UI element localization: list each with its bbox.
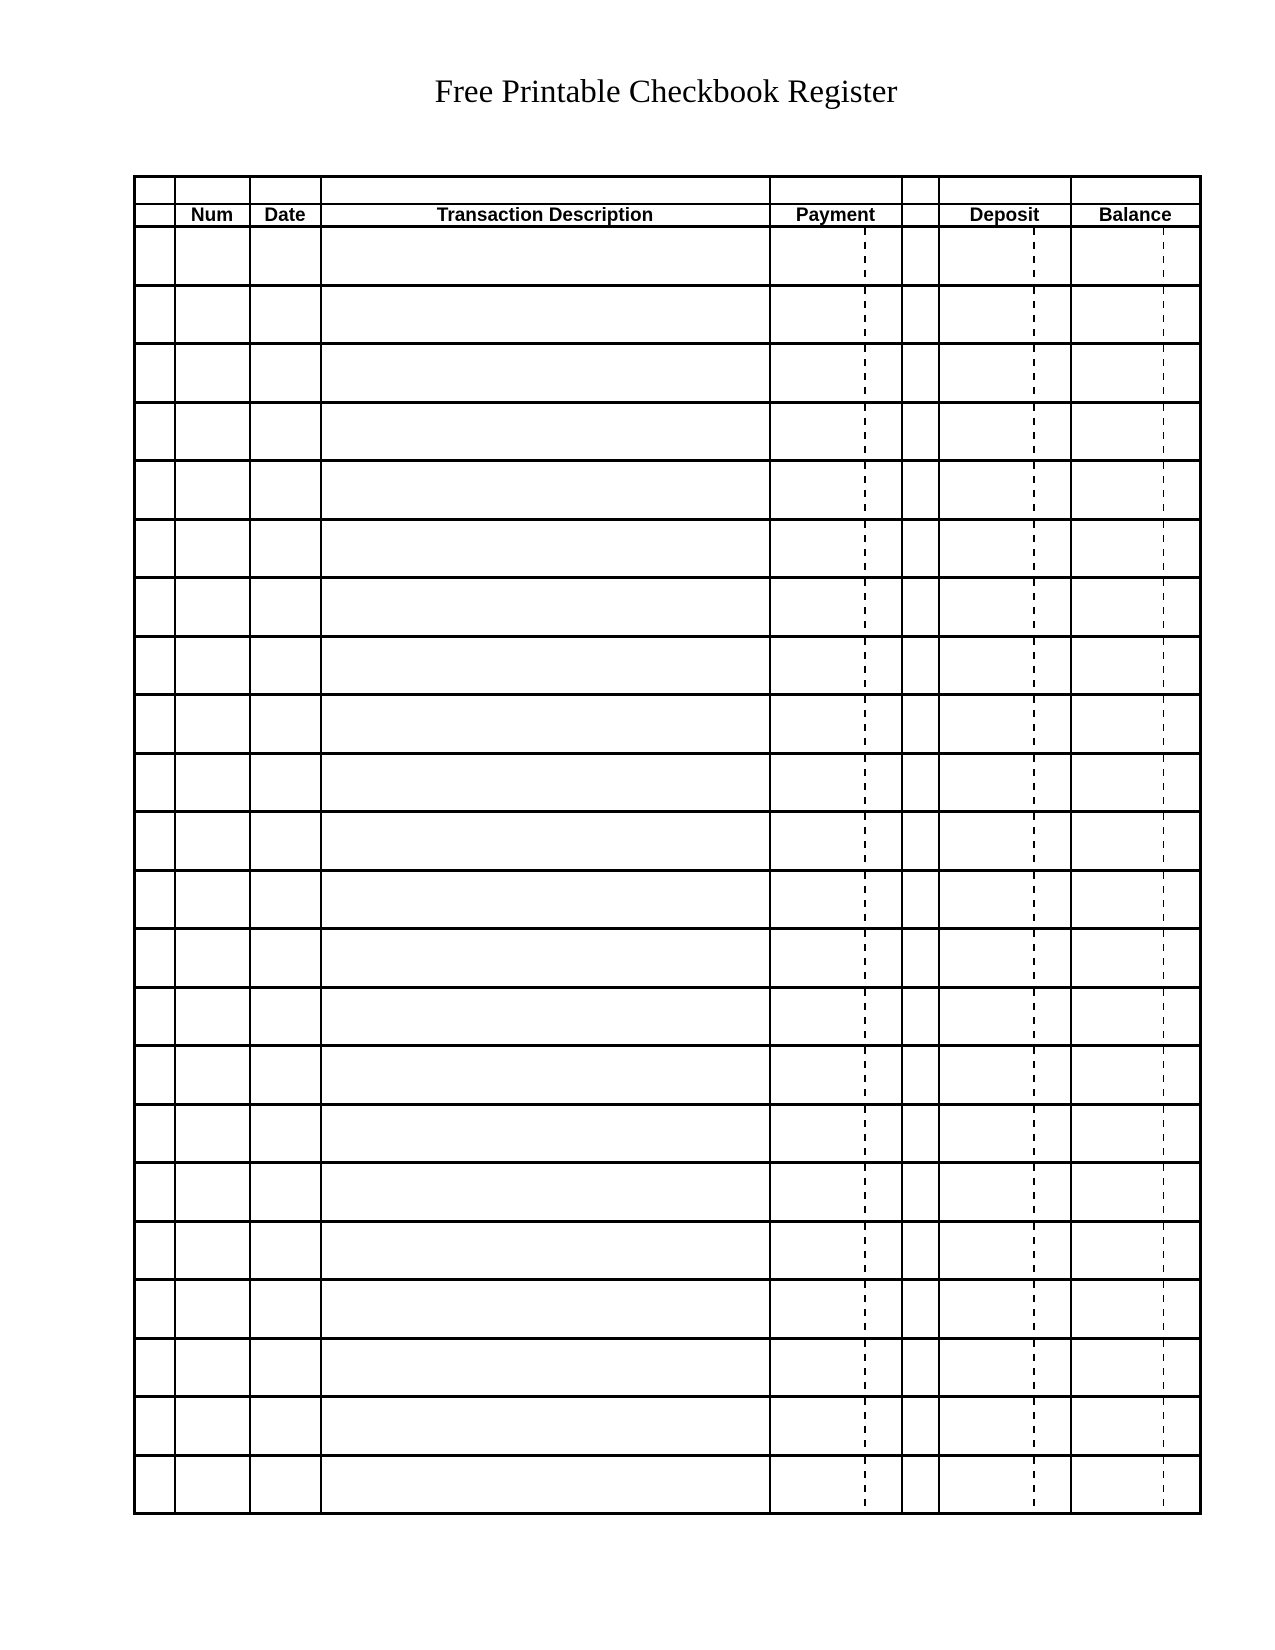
balance-cents-divider-line	[1163, 813, 1165, 869]
cell-margin	[135, 1221, 175, 1280]
cell-date	[250, 461, 321, 520]
cell-margin	[135, 1046, 175, 1105]
cell-balance	[1071, 987, 1201, 1046]
cell-check	[902, 870, 939, 929]
cell-date	[250, 987, 321, 1046]
cell-payment	[770, 870, 902, 929]
payment-cents-divider-line	[864, 521, 866, 577]
spacer-cell-balance	[1071, 177, 1201, 205]
cell-balance	[1071, 1397, 1201, 1456]
cell-deposit	[939, 1104, 1071, 1163]
cell-payment	[770, 1046, 902, 1105]
payment-cents-divider-line	[864, 345, 866, 401]
cell-num	[175, 870, 250, 929]
cell-balance	[1071, 402, 1201, 461]
header-balance: Balance	[1071, 204, 1201, 227]
cell-date	[250, 578, 321, 637]
cell-margin	[135, 695, 175, 754]
deposit-cents-divider-line	[1033, 1281, 1035, 1337]
cell-date	[250, 870, 321, 929]
cell-margin	[135, 987, 175, 1046]
cell-balance	[1071, 285, 1201, 344]
spacer-cell-payment	[770, 177, 902, 205]
cell-payment	[770, 519, 902, 578]
cell-date	[250, 519, 321, 578]
register-row	[135, 929, 1201, 988]
cell-num	[175, 753, 250, 812]
cell-date	[250, 344, 321, 403]
register-row	[135, 285, 1201, 344]
cell-description	[321, 578, 770, 637]
cell-num	[175, 1104, 250, 1163]
deposit-cents-divider-line	[1033, 1340, 1035, 1396]
cell-payment	[770, 1280, 902, 1339]
balance-cents-divider-line	[1163, 1106, 1165, 1162]
deposit-cents-divider-line	[1033, 1223, 1035, 1279]
balance-cents-divider-line	[1163, 755, 1165, 811]
spacer-cell-num	[175, 177, 250, 205]
cell-check	[902, 1455, 939, 1514]
cell-date	[250, 1338, 321, 1397]
cell-num	[175, 1397, 250, 1456]
cell-description	[321, 1338, 770, 1397]
cell-date	[250, 753, 321, 812]
balance-cents-divider-line	[1163, 1457, 1165, 1513]
cell-deposit	[939, 578, 1071, 637]
cell-check	[902, 1104, 939, 1163]
payment-cents-divider-line	[864, 755, 866, 811]
cell-payment	[770, 461, 902, 520]
register-row	[135, 987, 1201, 1046]
cell-check	[902, 519, 939, 578]
cell-deposit	[939, 753, 1071, 812]
header-deposit: Deposit	[939, 204, 1071, 227]
cell-deposit	[939, 519, 1071, 578]
cell-deposit	[939, 227, 1071, 286]
cell-payment	[770, 753, 902, 812]
payment-cents-divider-line	[864, 1047, 866, 1103]
cell-deposit	[939, 1280, 1071, 1339]
cell-balance	[1071, 812, 1201, 871]
balance-cents-divider-line	[1163, 287, 1165, 343]
cell-description	[321, 929, 770, 988]
cell-balance	[1071, 1046, 1201, 1105]
cell-margin	[135, 285, 175, 344]
cell-date	[250, 1397, 321, 1456]
cell-description	[321, 1163, 770, 1222]
cell-num	[175, 1221, 250, 1280]
cell-description	[321, 870, 770, 929]
cell-description	[321, 227, 770, 286]
cell-payment	[770, 1338, 902, 1397]
cell-margin	[135, 461, 175, 520]
cell-deposit	[939, 1338, 1071, 1397]
cell-payment	[770, 227, 902, 286]
cell-num	[175, 344, 250, 403]
checkbook-register-table	[133, 175, 1202, 1515]
deposit-cents-divider-line	[1033, 462, 1035, 518]
balance-cents-divider-line	[1163, 696, 1165, 752]
register-row	[135, 578, 1201, 637]
register-row	[135, 1221, 1201, 1280]
cell-margin	[135, 1163, 175, 1222]
cell-payment	[770, 1221, 902, 1280]
deposit-cents-divider-line	[1033, 813, 1035, 869]
cell-deposit	[939, 1046, 1071, 1105]
payment-cents-divider-line	[864, 813, 866, 869]
cell-date	[250, 227, 321, 286]
deposit-cents-divider-line	[1033, 1047, 1035, 1103]
cell-check	[902, 812, 939, 871]
register-row	[135, 402, 1201, 461]
cell-deposit	[939, 812, 1071, 871]
cell-description	[321, 1397, 770, 1456]
cell-payment	[770, 1397, 902, 1456]
cell-payment	[770, 1163, 902, 1222]
cell-num	[175, 1163, 250, 1222]
register-row	[135, 695, 1201, 754]
cell-deposit	[939, 987, 1071, 1046]
cell-check	[902, 929, 939, 988]
payment-cents-divider-line	[864, 1223, 866, 1279]
deposit-cents-divider-line	[1033, 404, 1035, 460]
cell-margin	[135, 1397, 175, 1456]
balance-cents-divider-line	[1163, 521, 1165, 577]
cell-deposit	[939, 461, 1071, 520]
cell-num	[175, 1455, 250, 1514]
balance-cents-divider-line	[1163, 1398, 1165, 1454]
cell-check	[902, 402, 939, 461]
cell-check	[902, 578, 939, 637]
cell-check	[902, 753, 939, 812]
deposit-cents-divider-line	[1033, 1457, 1035, 1513]
register-row	[135, 1338, 1201, 1397]
cell-num	[175, 636, 250, 695]
cell-description	[321, 1455, 770, 1514]
cell-description	[321, 1046, 770, 1105]
payment-cents-divider-line	[864, 404, 866, 460]
header-payment: Payment	[770, 204, 902, 227]
page-title: Free Printable Checkbook Register	[434, 74, 898, 110]
cell-margin	[135, 519, 175, 578]
cell-check	[902, 227, 939, 286]
cell-check	[902, 695, 939, 754]
cell-check	[902, 1221, 939, 1280]
top-spacer-row	[135, 177, 1201, 205]
register-row	[135, 812, 1201, 871]
register-row	[135, 1280, 1201, 1339]
balance-cents-divider-line	[1163, 228, 1165, 284]
cell-deposit	[939, 402, 1071, 461]
cell-balance	[1071, 519, 1201, 578]
payment-cents-divider-line	[864, 1340, 866, 1396]
cell-margin	[135, 1104, 175, 1163]
payment-cents-divider-line	[864, 696, 866, 752]
cell-check	[902, 1397, 939, 1456]
deposit-cents-divider-line	[1033, 989, 1035, 1045]
deposit-cents-divider-line	[1033, 345, 1035, 401]
register-row	[135, 227, 1201, 286]
cell-date	[250, 1163, 321, 1222]
cell-payment	[770, 1455, 902, 1514]
register-row	[135, 870, 1201, 929]
cell-description	[321, 753, 770, 812]
payment-cents-divider-line	[864, 989, 866, 1045]
cell-balance	[1071, 227, 1201, 286]
register-row	[135, 1163, 1201, 1222]
cell-margin	[135, 1455, 175, 1514]
cell-margin	[135, 402, 175, 461]
cell-num	[175, 1338, 250, 1397]
register-row	[135, 1104, 1201, 1163]
payment-cents-divider-line	[864, 579, 866, 635]
cell-balance	[1071, 1163, 1201, 1222]
cell-balance	[1071, 1104, 1201, 1163]
cell-balance	[1071, 870, 1201, 929]
cell-date	[250, 1455, 321, 1514]
cell-payment	[770, 695, 902, 754]
cell-description	[321, 461, 770, 520]
cell-balance	[1071, 1455, 1201, 1514]
balance-cents-divider-line	[1163, 872, 1165, 928]
cell-margin	[135, 344, 175, 403]
spacer-cell-check	[902, 177, 939, 205]
cell-payment	[770, 1104, 902, 1163]
payment-cents-divider-line	[864, 1164, 866, 1220]
cell-num	[175, 227, 250, 286]
payment-cents-divider-line	[864, 1281, 866, 1337]
cell-margin	[135, 636, 175, 695]
payment-cents-divider-line	[864, 228, 866, 284]
register-row	[135, 1397, 1201, 1456]
cell-check	[902, 1280, 939, 1339]
cell-margin	[135, 578, 175, 637]
cell-description	[321, 519, 770, 578]
deposit-cents-divider-line	[1033, 287, 1035, 343]
register-row	[135, 1455, 1201, 1514]
deposit-cents-divider-line	[1033, 638, 1035, 694]
cell-num	[175, 812, 250, 871]
header-num: Num	[175, 204, 250, 227]
balance-cents-divider-line	[1163, 930, 1165, 986]
header-margin	[135, 204, 175, 227]
cell-check	[902, 636, 939, 695]
cell-deposit	[939, 1163, 1071, 1222]
cell-description	[321, 1221, 770, 1280]
cell-payment	[770, 578, 902, 637]
deposit-cents-divider-line	[1033, 1398, 1035, 1454]
cell-num	[175, 695, 250, 754]
balance-cents-divider-line	[1163, 1047, 1165, 1103]
cell-deposit	[939, 1397, 1071, 1456]
cell-num	[175, 402, 250, 461]
cell-deposit	[939, 285, 1071, 344]
cell-payment	[770, 987, 902, 1046]
balance-cents-divider-line	[1163, 1164, 1165, 1220]
register-body	[135, 227, 1201, 1514]
cell-date	[250, 812, 321, 871]
deposit-cents-divider-line	[1033, 579, 1035, 635]
cell-payment	[770, 929, 902, 988]
cell-num	[175, 519, 250, 578]
cell-payment	[770, 285, 902, 344]
cell-deposit	[939, 1455, 1071, 1514]
spacer-cell-margin	[135, 177, 175, 205]
cell-payment	[770, 636, 902, 695]
cell-date	[250, 1046, 321, 1105]
cell-balance	[1071, 636, 1201, 695]
cell-check	[902, 1338, 939, 1397]
register-row	[135, 519, 1201, 578]
cell-margin	[135, 1280, 175, 1339]
cell-balance	[1071, 1280, 1201, 1339]
deposit-cents-divider-line	[1033, 696, 1035, 752]
cell-date	[250, 285, 321, 344]
cell-balance	[1071, 753, 1201, 812]
deposit-cents-divider-line	[1033, 872, 1035, 928]
balance-cents-divider-line	[1163, 1340, 1165, 1396]
balance-cents-divider-line	[1163, 345, 1165, 401]
payment-cents-divider-line	[864, 930, 866, 986]
register-row	[135, 461, 1201, 520]
cell-margin	[135, 227, 175, 286]
cell-check	[902, 344, 939, 403]
cell-description	[321, 285, 770, 344]
cell-description	[321, 987, 770, 1046]
cell-description	[321, 636, 770, 695]
deposit-cents-divider-line	[1033, 228, 1035, 284]
balance-cents-divider-line	[1163, 638, 1165, 694]
payment-cents-divider-line	[864, 638, 866, 694]
cell-deposit	[939, 695, 1071, 754]
register-row	[135, 344, 1201, 403]
cell-balance	[1071, 1338, 1201, 1397]
cell-num	[175, 285, 250, 344]
cell-deposit	[939, 1221, 1071, 1280]
cell-description	[321, 402, 770, 461]
balance-cents-divider-line	[1163, 579, 1165, 635]
balance-cents-divider-line	[1163, 1223, 1165, 1279]
payment-cents-divider-line	[864, 462, 866, 518]
cell-num	[175, 987, 250, 1046]
header-transaction-description: Transaction Description	[321, 204, 770, 227]
cell-deposit	[939, 636, 1071, 695]
cell-description	[321, 812, 770, 871]
cell-num	[175, 1046, 250, 1105]
cell-date	[250, 1104, 321, 1163]
payment-cents-divider-line	[864, 1106, 866, 1162]
spacer-cell-description	[321, 177, 770, 205]
cell-margin	[135, 753, 175, 812]
cell-margin	[135, 870, 175, 929]
cell-deposit	[939, 929, 1071, 988]
cell-num	[175, 461, 250, 520]
cell-margin	[135, 812, 175, 871]
cell-payment	[770, 402, 902, 461]
cell-deposit	[939, 344, 1071, 403]
payment-cents-divider-line	[864, 872, 866, 928]
balance-cents-divider-line	[1163, 989, 1165, 1045]
cell-balance	[1071, 461, 1201, 520]
header-date: Date	[250, 204, 321, 227]
header-row	[135, 204, 1201, 227]
cell-num	[175, 578, 250, 637]
cell-date	[250, 695, 321, 754]
balance-cents-divider-line	[1163, 1281, 1165, 1337]
register-row	[135, 753, 1201, 812]
cell-balance	[1071, 1221, 1201, 1280]
cell-payment	[770, 812, 902, 871]
cell-margin	[135, 1338, 175, 1397]
cell-balance	[1071, 578, 1201, 637]
cell-description	[321, 1280, 770, 1339]
balance-cents-divider-line	[1163, 462, 1165, 518]
deposit-cents-divider-line	[1033, 755, 1035, 811]
cell-date	[250, 1221, 321, 1280]
deposit-cents-divider-line	[1033, 1106, 1035, 1162]
cell-date	[250, 402, 321, 461]
payment-cents-divider-line	[864, 1457, 866, 1513]
cell-balance	[1071, 695, 1201, 754]
cell-description	[321, 344, 770, 403]
spacer-cell-deposit	[939, 177, 1071, 205]
cell-check	[902, 1163, 939, 1222]
cell-check	[902, 987, 939, 1046]
payment-cents-divider-line	[864, 1398, 866, 1454]
balance-cents-divider-line	[1163, 404, 1165, 460]
cell-balance	[1071, 344, 1201, 403]
cell-check	[902, 1046, 939, 1105]
register-row	[135, 1046, 1201, 1105]
cell-num	[175, 929, 250, 988]
cell-num	[175, 1280, 250, 1339]
cell-date	[250, 929, 321, 988]
payment-cents-divider-line	[864, 287, 866, 343]
deposit-cents-divider-line	[1033, 1164, 1035, 1220]
register-row	[135, 636, 1201, 695]
cell-description	[321, 695, 770, 754]
deposit-cents-divider-line	[1033, 521, 1035, 577]
cell-date	[250, 636, 321, 695]
cell-payment	[770, 344, 902, 403]
cell-description	[321, 1104, 770, 1163]
cell-check	[902, 285, 939, 344]
header-check	[902, 204, 939, 227]
cell-balance	[1071, 929, 1201, 988]
cell-margin	[135, 929, 175, 988]
spacer-cell-date	[250, 177, 321, 205]
cell-deposit	[939, 870, 1071, 929]
cell-check	[902, 461, 939, 520]
cell-date	[250, 1280, 321, 1339]
deposit-cents-divider-line	[1033, 930, 1035, 986]
